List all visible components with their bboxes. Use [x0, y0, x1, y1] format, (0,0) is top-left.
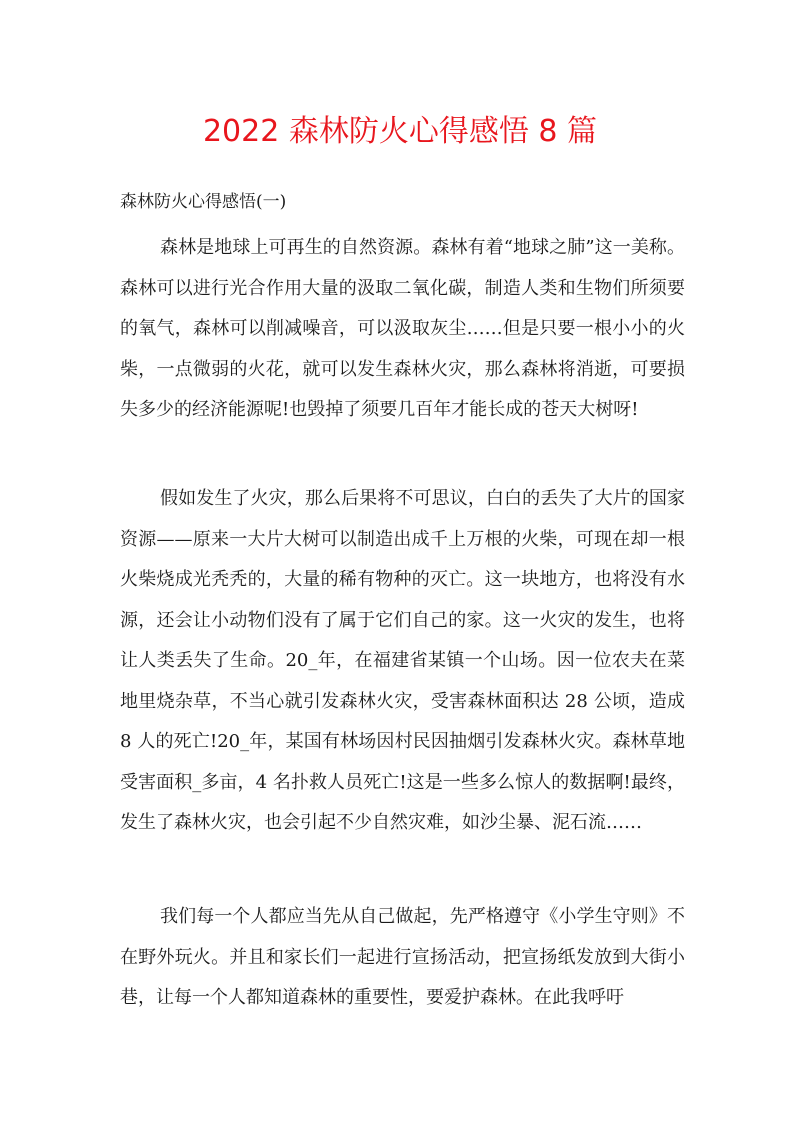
paragraph: 我们每一个人都应当先从自己做起，先严格遵守《小学生守则》不在野外玩火。并且和家长们一起进行宣扬活动，把宣扬纸发放到大街小巷，让每一个人都知道森林的重要性，要爱护森林。在此我呼吁 — [120, 906, 685, 1008]
section-heading: 森林防火心得感悟(一) — [120, 192, 287, 212]
document-title: 2022 森林防火心得感悟 8 篇 — [202, 114, 598, 149]
paragraph: 森林是地球上可再生的自然资源。森林有着“地球之肺”这一美称。森林可以进行光合作用大量的汲取二氧化碳，制造人类和生物们所须要的氧气，森林可以削减噪音，可以汲取灰尘……但是只要一根小小的火柴，一点微弱的火花，就可以发生森林火灾，那么森林将消逝，可要损失多少的经济能源呢!也毁掉了须要几百年才能长成的苍天大树呀! — [120, 237, 685, 420]
paragraph: 假如发生了火灾，那么后果将不可思议，白白的丢失了大片的国家资源——原来一大片大树可以制造出成千上万根的火柴，可现在却一根火柴烧成光秃秃的，大量的稀有物种的灭亡。这一块地方，也将没有水源，还会让小动物们没有了属于它们自己的家。这一火灾的发生，也将让人类丢失了生命。20_年，在福建省某镇一个山场。因一位农夫在菜地里烧杂草，不当心就引发森林火灾，受害森林面积达 28 公顷，造成 8 人的死亡!20_年，某国有林场因村民因抽烟引发森林火灾。森林草地受害面积_多亩，4 名扑救人员死亡!这是一些多么惊人的数据啊!最终，发生了森林火灾，也会引起不少自然灾难，如沙尘暴、泥石流…… — [120, 488, 685, 833]
